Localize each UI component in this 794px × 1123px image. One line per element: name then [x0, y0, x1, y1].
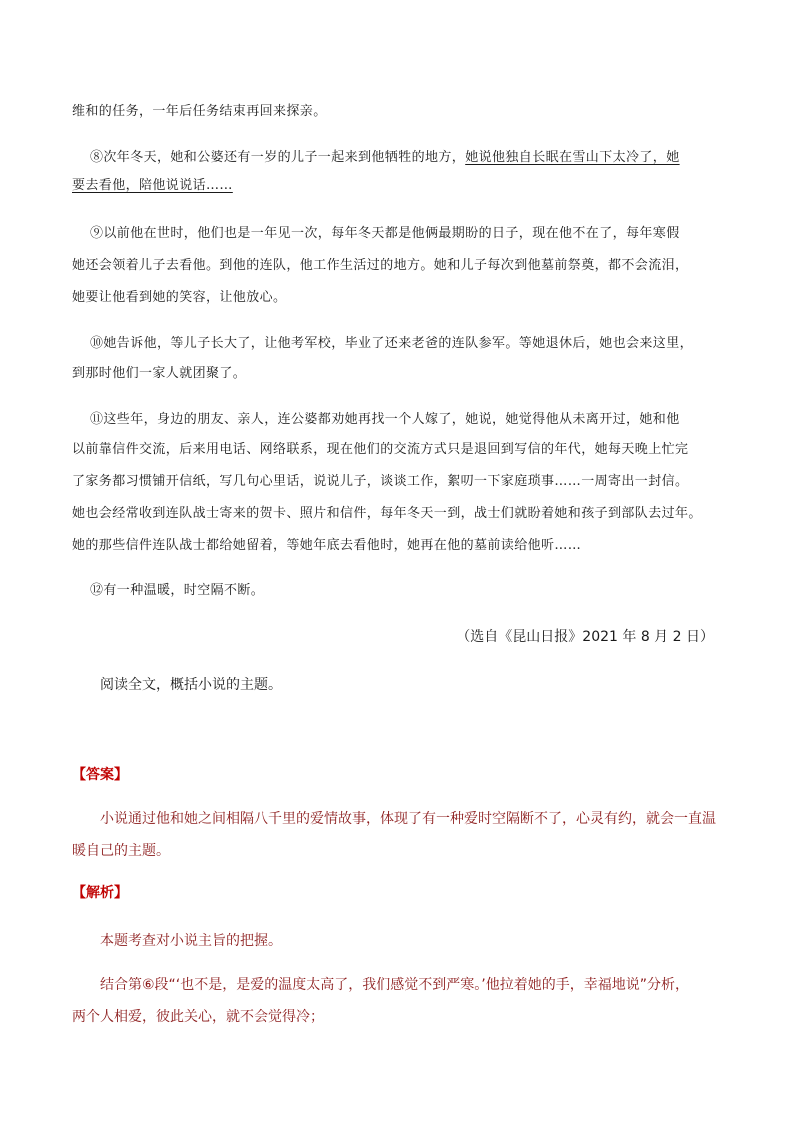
question-text: 阅读全文，概括小说的主题。 [100, 677, 282, 693]
paragraph-7-tail: 维和的任务，一年后任务结束再回来探亲。 [72, 104, 327, 119]
paragraph-12: ⑫有一种温暖，时空隔不断。 [90, 583, 265, 598]
paragraph-11-line-4: 她也会经常收到连队战士寄来的贺卡、照片和信件，每年冬天一到，战士们就盼着她和孩子到部队去过年。 [72, 506, 702, 521]
answer-tag: 【答案】 [72, 767, 128, 783]
paragraph-8-text: ⑧次年冬天，她和公婆还有一岁的儿子一起来到他牺牲的地方， [90, 150, 466, 165]
paragraph-8-line-2: 要去看他，陪他说说话…… [72, 178, 233, 193]
answer-line-1: 小说通过他和她之间相隔八千里的爱情故事，体现了有一种爱时空隔断不了，心灵有约，就会一直温 [100, 811, 716, 827]
paragraph-11-line-5: 她的那些信件连队战士都给她留着，等她年底去看他时，她再在他的墓前读给他听…… [72, 538, 582, 553]
analysis-line-3: 两个人相爱，彼此关心，就不会觉得冷； [72, 1009, 324, 1025]
analysis-line-2: 结合第⑥段“‘也不是，是爱的温度太高了，我们感觉不到严寒。’他拉着她的手，幸福地说”分析， [100, 977, 689, 993]
paragraph-8-line-1 [90, 150, 680, 166]
answer-line-2: 暖自己的主题。 [72, 843, 170, 859]
paragraph-11-line-3: 了家务都习惯铺开信纸，写几句心里话，说说儿子，谈谈工作，絮叨一下家庭琐事……一周寄出一封信。 [72, 474, 689, 489]
analysis-tag: 【解析】 [72, 885, 128, 901]
analysis-line-1: 本题考查对小说主旨的把握。 [100, 933, 282, 949]
paragraph-11-line-2: 以前靠信件交流，后来用电话、网络联系，现在他们的交流方式只是退回到写信的年代，她每天晚上忙完 [72, 442, 689, 457]
paragraph-10-line-2: 到那时他们一家人就团聚了。 [72, 366, 247, 381]
paragraph-11-line-1: ⑪这些年，身边的朋友、亲人，连公婆都劝她再找一个人嫁了，她说，她觉得他从未离开过，她和他 [90, 412, 680, 427]
paragraph-9-line-2: 她还会领着儿子去看他。到他的连队，他工作生活过的地方。她和儿子每次到他墓前祭奠，都不会流泪， [72, 258, 689, 273]
paragraph-9-line-3: 她要让他看到她的笑容，让他放心。 [72, 290, 287, 305]
paragraph-8-underlined: 她说他独自长眠在雪山下太冷了，她 [465, 150, 680, 165]
source-citation: （选自《昆山日报》2021 年 8 月 2 日） [456, 629, 714, 645]
paragraph-9-line-1: ⑨以前他在世时，他们也是一年见一次，每年冬天都是他俩最期盼的日子，现在他不在了，每年寒假 [90, 226, 680, 241]
paragraph-10-line-1: ⑩她告诉他，等儿子长大了，让他考军校，毕业了还来老爸的连队参军。等她退休后，她也会来这里， [90, 336, 694, 351]
